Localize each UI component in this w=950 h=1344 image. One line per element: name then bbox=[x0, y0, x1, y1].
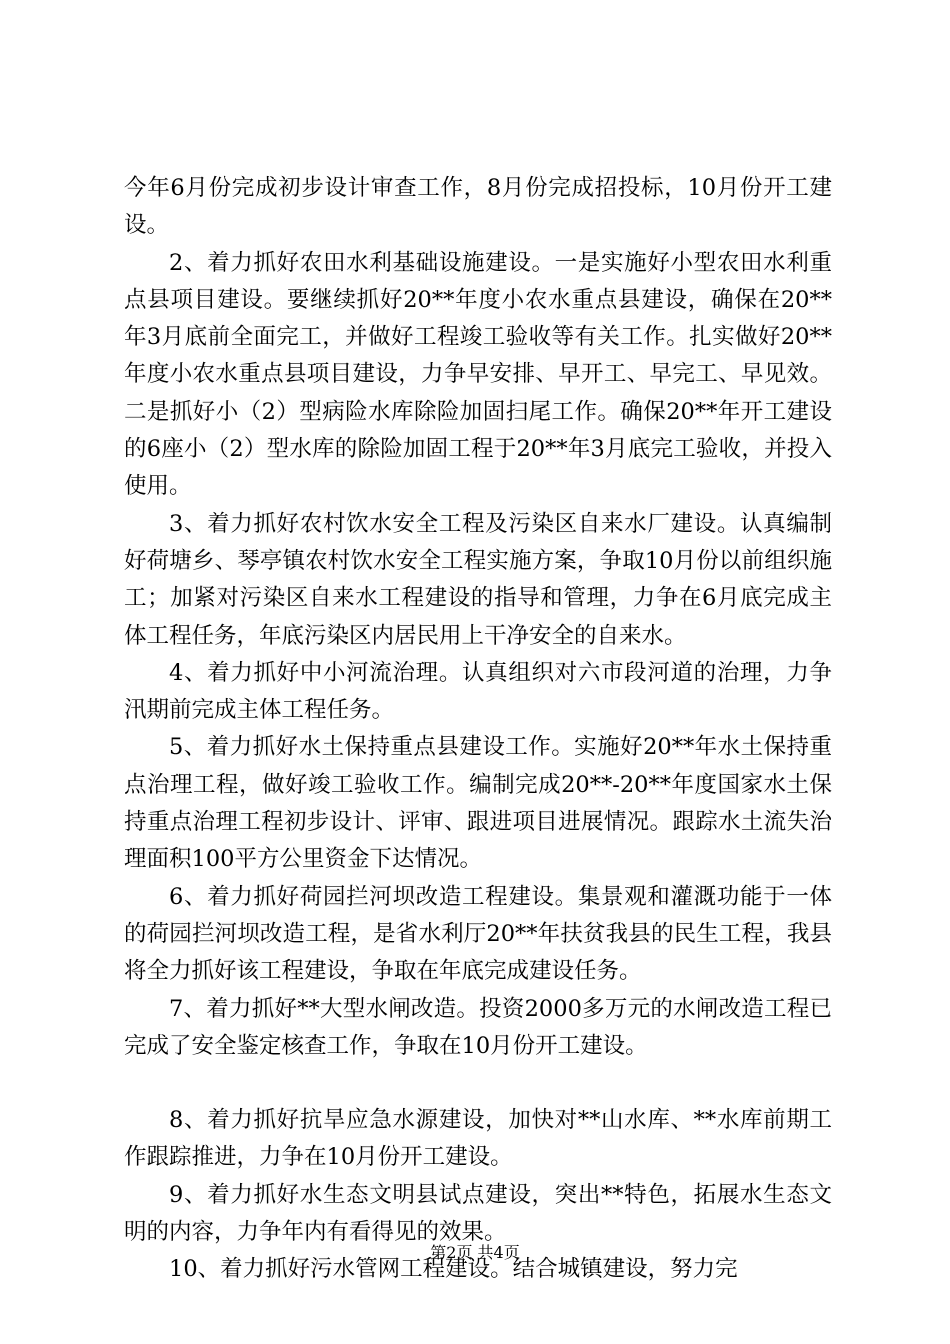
paragraph-spacer bbox=[124, 1065, 832, 1102]
document-body bbox=[124, 170, 832, 1289]
paragraph-item-10: 10、着力抓好污水管网工程建设。结合城镇建设，努力完 bbox=[169, 1256, 738, 1283]
paragraph-item-7: 7、着力抓好**大型水闸改造。投资2000多万元的水闸改造工程已完成了安全鉴定核查工作，争取在10月份开工建设。 bbox=[124, 995, 832, 1059]
paragraph-item-4: 4、着力抓好中小河流治理。认真组织对六市段河道的治理，力争汛期前完成主体工程任务。 bbox=[124, 659, 832, 724]
paragraph-item-2: 2、着力抓好农田水利基础设施建设。一是实施好小型农田水利重点县项目建设。要继续抓好20**年度小农水重点县建设，确保在20**年3月底前全面完工，并做好工程竣工验收等有关工作。扎实做好20**年度小农水重点县项目建设，力争早安排、早开工、早完工、早见效。二是抓好小（2）型病险水库除险加固扫尾工作。确保20**年开工建设的6座小（2）型水库的除险加固工程于20**年3月底完工验收，并投入使用。 bbox=[124, 249, 832, 500]
paragraph-item-5: 5、着力抓好水土保持重点县建设工作。实施好20**年水土保持重点治理工程，做好竣工验收工作。编制完成20**-20**年度国家水土保持重点治理工程初步设计、评审、跟进项目进展情况。跟踪水土流失治理面积100平方公里资金下达情况。 bbox=[124, 734, 832, 873]
paragraph-item-9: 9、着力抓好水生态文明县试点建设，突出**特色，拓展水生态文明的内容，力争年内有看得见的效果。 bbox=[124, 1181, 832, 1246]
paragraph-continuation: 今年6月份完成初步设计审查工作，8月份完成招投标，10月份开工建设。 bbox=[124, 175, 832, 239]
page-footer bbox=[0, 1243, 950, 1263]
paragraph-item-8: 8、着力抓好抗旱应急水源建设，加快对**山水库、**水库前期工作跟踪推进，力争在10月份开工建设。 bbox=[124, 1107, 832, 1171]
paragraph-item-6: 6、着力抓好荷园拦河坝改造工程建设。集景观和灌溉功能于一体的荷园拦河坝改造工程，是省水利厅20**年扶贫我县的民生工程，我县将全力抓好该工程建设，争取在年底完成建设任务。 bbox=[124, 883, 832, 985]
paragraph-item-3: 3、着力抓好农村饮水安全工程及污染区自来水厂建设。认真编制好荷塘乡、琴亭镇农村饮水安全工程实施方案，争取10月份以前组织施工；加紧对污染区自来水工程建设的指导和管理，力争在6月底完成主体工程任务，年底污染区内居民用上干净安全的自来水。 bbox=[124, 510, 832, 649]
page-number: 第2页 共4页 bbox=[430, 1243, 520, 1262]
